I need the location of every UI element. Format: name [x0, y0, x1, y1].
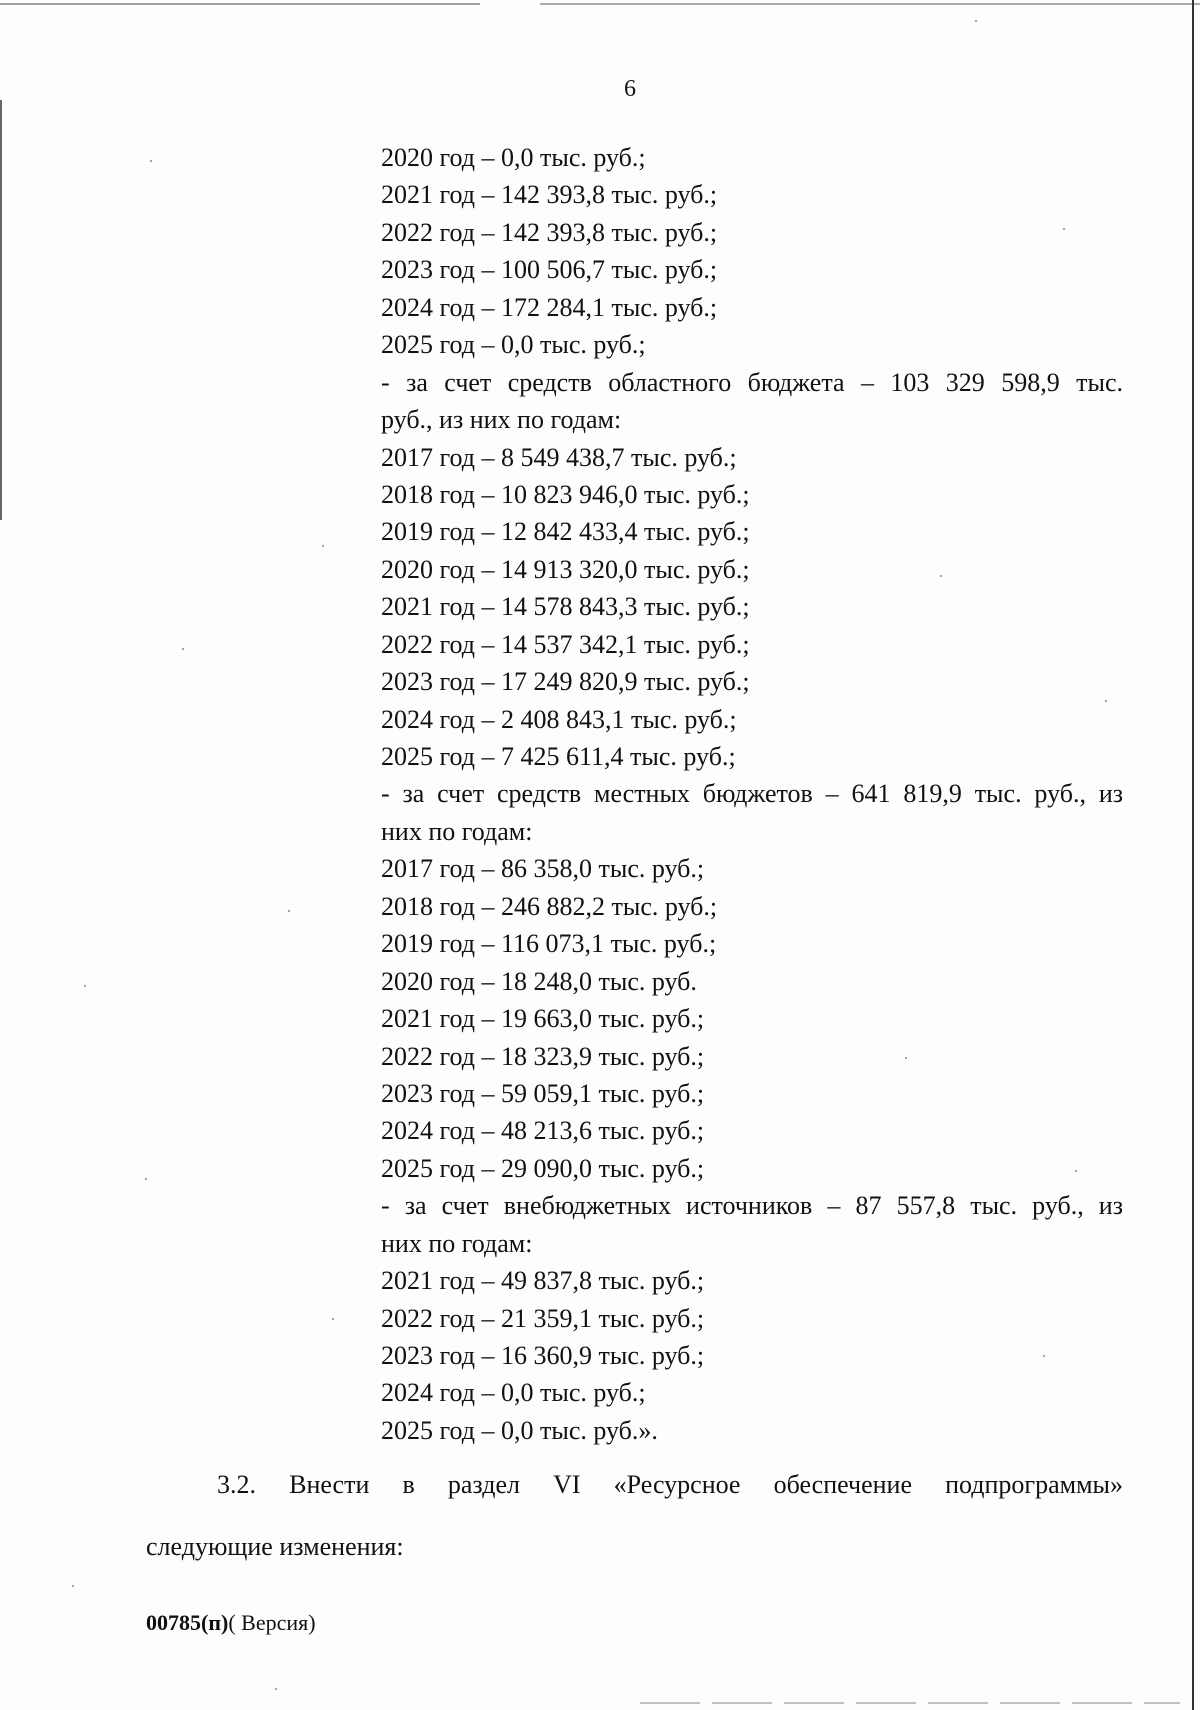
- budget-year-line: 2021 год – 14 578 843,3 тыс. руб.;: [381, 592, 750, 622]
- scan-speck: [72, 1585, 74, 1587]
- budget-year-line: 2020 год – 0,0 тыс. руб.;: [381, 143, 646, 172]
- budget-year-line: руб., из них по годам:: [381, 405, 622, 435]
- budget-year-line: 2023 год – 59 059,1 тыс. руб.;: [381, 1078, 705, 1108]
- budget-year-line: 2022 год – 142 393,8 тыс. руб.;: [381, 217, 718, 247]
- budget-year-line: 2022 год – 21 359,1 тыс. руб.;: [381, 1303, 705, 1333]
- scan-speck: [275, 1688, 277, 1690]
- budget-year-line: 2023 год – 100 506,7 тыс. руб.;: [381, 255, 718, 285]
- budget-year-line: 2017 год – 86 358,0 тыс. руб.;: [381, 854, 705, 884]
- budget-year-line: 2022 год – 14 537 342,1 тыс. руб.;: [381, 629, 750, 659]
- budget-year-line: 2024 год – 172 284,1 тыс. руб.;: [381, 292, 718, 322]
- budget-year-line: 2019 год – 116 073,1 тыс. руб.;: [381, 929, 717, 959]
- paragraph-second-line: следующие изменения:: [146, 1532, 404, 1561]
- budget-year-line: них по годам:: [381, 816, 533, 846]
- scan-top-edge: [0, 3, 1200, 5]
- budget-year-line: 2020 год – 14 913 320,0 тыс. руб.;: [381, 554, 750, 584]
- budget-year-line: 2025 год – 0,0 тыс. руб.».: [381, 1415, 658, 1445]
- paragraph-first-line: 3.2. Внести в раздел VI «Ресурсное обеспечение подпрограммы»: [217, 1470, 1123, 1499]
- document-footer: [146, 1609, 316, 1637]
- budget-year-line: 2020 год – 18 248,0 тыс. руб.: [381, 966, 697, 996]
- budget-source-line: - за счет средств местных бюджетов – 641 819,9 тыс. руб., из: [381, 779, 1123, 809]
- document-version-label: ( Версия): [228, 1610, 316, 1635]
- budget-source-line: - за счет средств областного бюджета – 103 329 598,9 тыс.: [381, 367, 1123, 397]
- budget-year-line: 2021 год – 19 663,0 тыс. руб.;: [381, 1004, 705, 1034]
- budget-year-line: 2021 год – 49 837,8 тыс. руб.;: [381, 1266, 705, 1296]
- budget-year-line: них по годам:: [381, 1228, 533, 1258]
- budget-year-line: 2021 год – 142 393,8 тыс. руб.;: [381, 180, 718, 210]
- budget-year-line: 2025 год – 29 090,0 тыс. руб.;: [381, 1153, 705, 1183]
- document-code: 00785(п): [146, 1610, 229, 1635]
- budget-year-line: 2025 год – 0,0 тыс. руб.;: [381, 330, 646, 360]
- budget-year-line: 2024 год – 48 213,6 тыс. руб.;: [381, 1116, 705, 1146]
- budget-year-line: 2025 год – 7 425 611,4 тыс. руб.;: [381, 742, 736, 771]
- page-number: 6: [624, 76, 636, 102]
- budget-year-line: 2019 год – 12 842 433,4 тыс. руб.;: [381, 517, 750, 547]
- budget-source-line: - за счет внебюджетных источников – 87 557,8 тыс. руб., из: [381, 1191, 1123, 1221]
- amendment-paragraph: [146, 1465, 1123, 1567]
- budget-year-line: 2022 год – 18 323,9 тыс. руб.;: [381, 1041, 705, 1071]
- budget-breakdown-list: [0, 139, 1200, 1449]
- budget-year-line: 2024 год – 0,0 тыс. руб.;: [381, 1378, 646, 1408]
- scan-bottom-edge: [640, 1702, 1180, 1704]
- budget-year-line: 2017 год – 8 549 438,7 тыс. руб.;: [381, 442, 737, 472]
- budget-year-line: 2023 год – 17 249 820,9 тыс. руб.;: [381, 667, 750, 697]
- budget-year-line: 2024 год – 2 408 843,1 тыс. руб.;: [381, 704, 737, 734]
- scan-speck: [975, 20, 977, 22]
- budget-year-line: 2018 год – 246 882,2 тыс. руб.;: [381, 891, 718, 921]
- budget-year-line: 2023 год – 16 360,9 тыс. руб.;: [381, 1341, 705, 1370]
- budget-year-line: 2018 год – 10 823 946,0 тыс. руб.;: [381, 479, 750, 509]
